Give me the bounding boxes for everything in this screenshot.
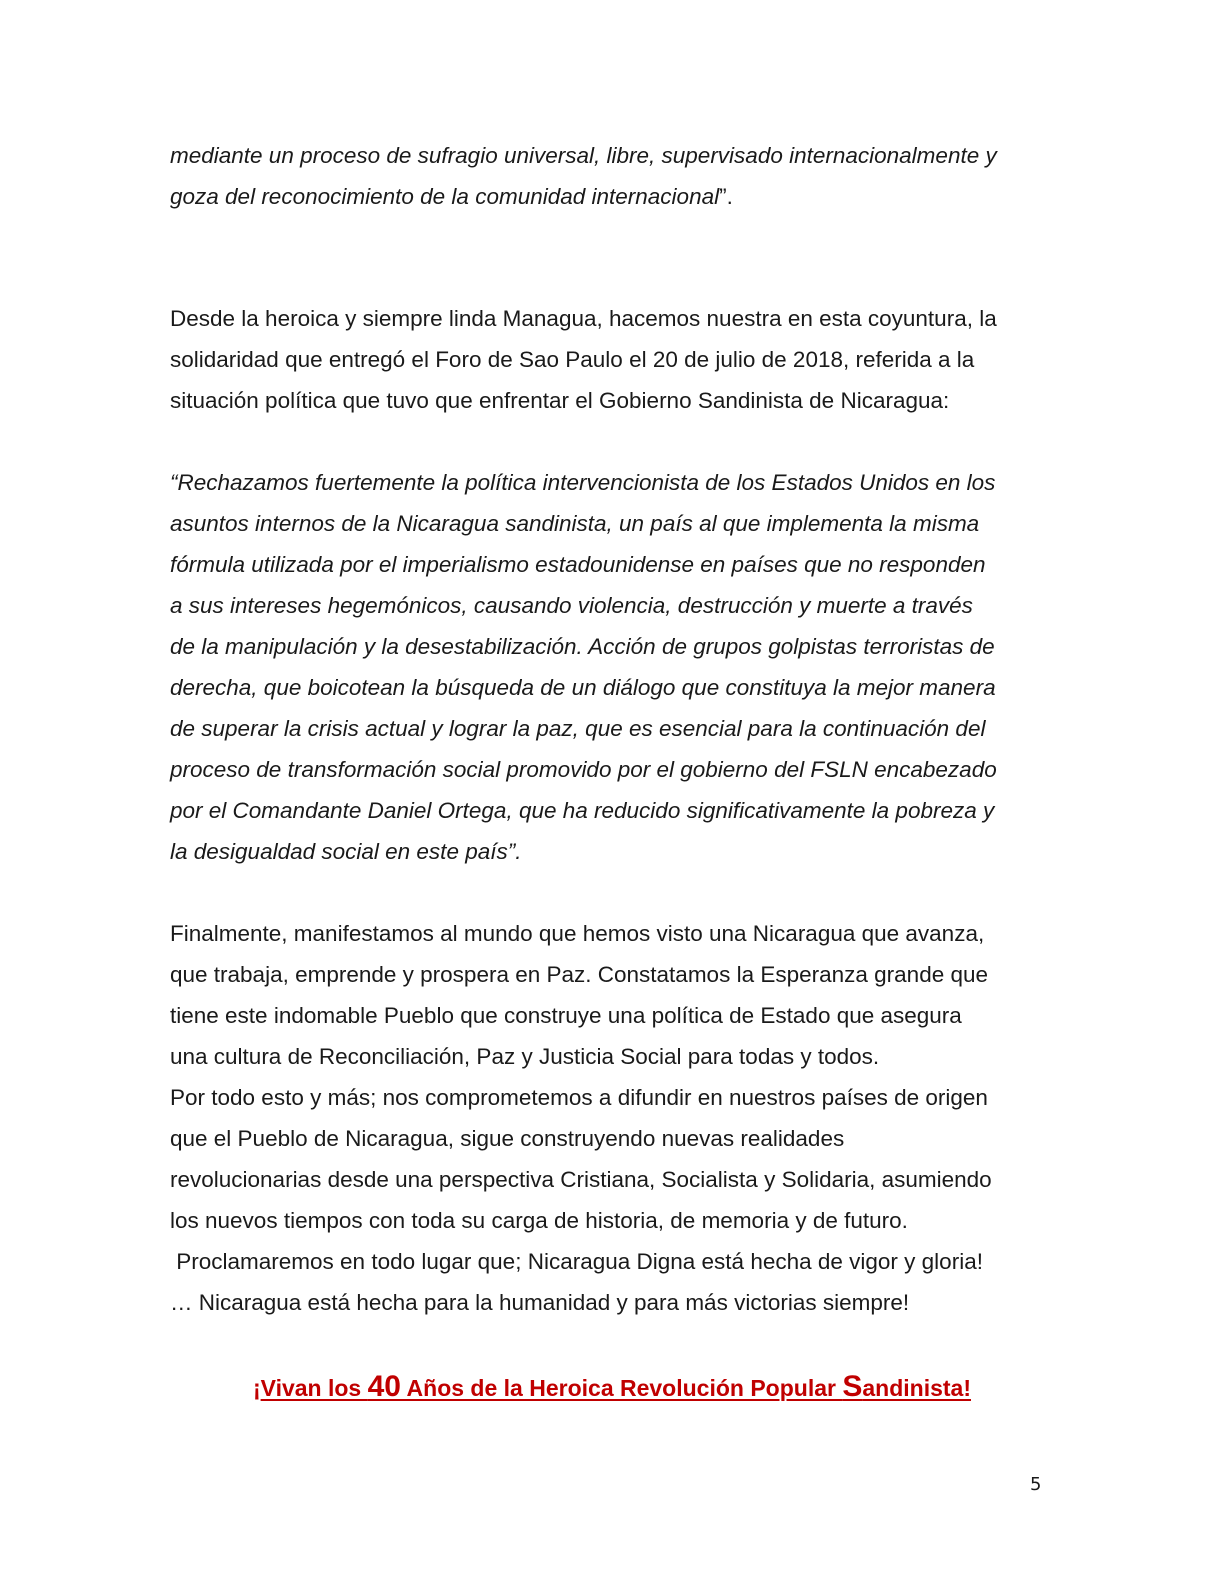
quote-line: asuntos internos de la Nicaragua sandinista, un país al que implementa la misma: [170, 511, 980, 536]
quote-paragraph: [170, 462, 1050, 872]
quote-line: proceso de transformación social promovido por el gobierno del FSLN encabezado: [170, 757, 997, 782]
quote-line: “Rechazamos fuertemente la política intervencionista de los Estados Unidos en los: [170, 470, 996, 495]
quote-line: de la manipulación y la desestabilización. Acción de grupos golpistas terroristas de: [170, 634, 995, 659]
closing-part: andinista!: [862, 1375, 971, 1401]
closing-initial: S: [842, 1370, 863, 1403]
quote-line: a sus intereses hegemónicos, causando violencia, destrucción y muerte a través: [170, 593, 973, 618]
desde-paragraph: [170, 298, 1050, 421]
closing-part: Vivan los: [260, 1375, 368, 1401]
final-line: … Nicaragua está hecha para la humanidad y para más victorias siempre!: [170, 1290, 910, 1315]
intro-line-tail: ”.: [719, 184, 733, 209]
intro-line-italic: goza del reconocimiento de la comunidad internacional: [170, 184, 720, 209]
intro-line: [170, 176, 1050, 217]
final-line: que el Pueblo de Nicaragua, sigue construyendo nuevas realidades: [170, 1126, 845, 1151]
quote-line: por el Comandante Daniel Ortega, que ha reducido significativamente la pobreza y: [170, 798, 995, 823]
desde-line: solidaridad que entregó el Foro de Sao Paulo el 20 de julio de 2018, referida a la: [170, 347, 975, 372]
intro-paragraph: [170, 135, 1050, 217]
intro-line: mediante un proceso de sufragio universal, libre, supervisado internacionalmente y: [170, 143, 997, 168]
closing-part: Años de la Heroica Revolución Popular: [401, 1375, 843, 1401]
final-line: que trabaja, emprende y prospera en Paz. Constatamos la Esperanza grande que: [170, 962, 989, 987]
page-number: 5: [1030, 1474, 1042, 1495]
final-line: revolucionarias desde una perspectiva Cristiana, Socialista y Solidaria, asumiendo: [170, 1167, 992, 1192]
closing-part: ¡: [252, 1375, 261, 1401]
final-line: los nuevos tiempos con toda su carga de historia, de memoria y de futuro.: [170, 1208, 908, 1233]
final-line: una cultura de Reconciliación, Paz y Justicia Social para todas y todos.: [170, 1044, 880, 1069]
final-paragraph: [170, 913, 1050, 1323]
quote-line: derecha, que boicotean la búsqueda de un diálogo que constituya la mejor manera: [170, 675, 996, 700]
closing-number: 40: [367, 1370, 401, 1403]
final-line: Finalmente, manifestamos al mundo que hemos visto una Nicaragua que avanza,: [170, 921, 985, 946]
final-line: Proclamaremos en todo lugar que; Nicaragua Digna está hecha de vigor y gloria!: [170, 1249, 983, 1274]
quote-line: fórmula utilizada por el imperialismo estadounidense en países que no responden: [170, 552, 986, 577]
desde-line: situación política que tuvo que enfrentar el Gobierno Sandinista de Nicaragua:: [170, 388, 950, 413]
quote-line: de superar la crisis actual y lograr la paz, que es esencial para la continuación del: [170, 716, 986, 741]
closing-slogan: [0, 1370, 1224, 1404]
final-line: Por todo esto y más; nos comprometemos a difundir en nuestros países de origen: [170, 1085, 988, 1110]
quote-line: la desigualdad social en este país”.: [170, 839, 522, 864]
final-line: tiene este indomable Pueblo que construye una política de Estado que asegura: [170, 1003, 962, 1028]
desde-line: Desde la heroica y siempre linda Managua, hacemos nuestra en esta coyuntura, la: [170, 306, 997, 331]
